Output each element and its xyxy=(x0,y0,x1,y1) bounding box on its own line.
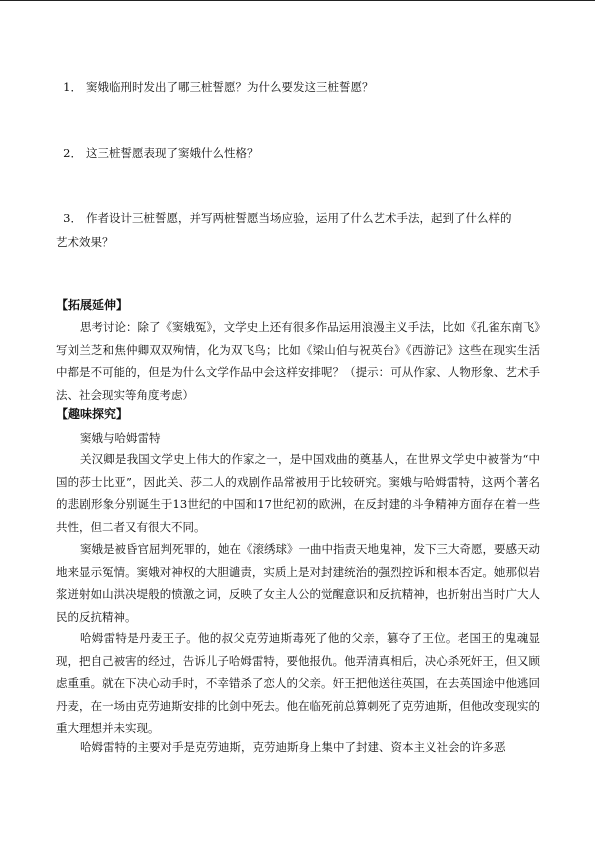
question-text-continued: 艺术效果？ xyxy=(56,235,114,249)
question-text: 窦娥临刑时发出了哪三桩誓愿？为什么要发这三桩誓愿？ xyxy=(86,80,374,94)
question-3 xyxy=(56,206,540,254)
question-text: 作者设计三桩誓愿，并写两桩誓愿当场应验，运用了什么艺术手法，起到了什么样的 xyxy=(86,211,512,225)
discussion-paragraph: 思考讨论：除了《窦娥冤》，文学史上还有很多作品运用浪漫主义手法，比如《孔雀东南飞》写刘兰芝和焦仲卿双双殉情，化为双飞鸟；比如《梁山伯与祝英台》《西游记》这些在现实生活中都是不可能的，但是为什么文学作品中会这样安排呢？（提示：可从作家、人物形象、艺术手法、社会现实等角度考虑） xyxy=(56,320,540,402)
body-paragraph: 关汉卿是我国文学史上伟大的作家之一，是中国戏曲的奠基人，在世界文学史中被誉为“中国的莎士比亚”，因此关、莎二人的戏剧作品常被用于比较研究。窦娥与哈姆雷特，这两个著名的悲剧形象分别诞生于13世纪的中国和17世纪初的欧洲，在反封建的斗争精神方面存在着一些共性，但二者又有很大不同。 xyxy=(56,452,540,534)
body-paragraph: 哈姆雷特是丹麦王子。他的叔父克劳迪斯毒死了他的父亲，篡夺了王位。老国王的鬼魂显现，把自己被害的经过，告诉儿子哈姆雷特，要他报仇。他弄清真相后，决心杀死奸王，但又顾虑重重。就在下决心动手时，不幸错杀了恋人的父亲。奸王把他送往英国，在去英国途中他逃回丹麦，在一场由克劳迪斯安排的比剑中死去。他在临死前总算刺死了克劳迪斯，但他改变现实的重大理想并未实现。 xyxy=(56,631,540,736)
section-heading-extension: 【拓展延伸】 xyxy=(56,298,129,312)
body-paragraph: 哈姆雷特的主要对手是克劳迪斯，克劳迪斯身上集中了封建、资本主义社会的许多恶 xyxy=(80,740,506,754)
top-border-line xyxy=(0,0,595,1)
question-1 xyxy=(56,75,540,99)
question-number: 2． xyxy=(63,146,82,160)
question-number: 1． xyxy=(63,80,82,94)
article-title: 窦娥与哈姆雷特 xyxy=(80,431,161,445)
section-heading-inquiry: 【趣味探究】 xyxy=(56,407,129,421)
body-paragraph: 窦娥是被昏官屈判死罪的，她在《滚绣球》一曲中指责天地鬼神，发下三大奇愿，要感天动地来显示冤情。窦娥对神权的大胆谴责，实质上是对封建统治的强烈控诉和根本否定。她那似岩浆迸射如山洪决堤般的愤激之词，反映了女主人公的觉醒意识和反抗精神，也折射出当时广大人民的反抗精神。 xyxy=(56,542,540,624)
question-text: 这三桩誓愿表现了窦娥什么性格？ xyxy=(86,146,259,160)
question-2 xyxy=(56,141,540,165)
question-number: 3． xyxy=(63,211,82,225)
